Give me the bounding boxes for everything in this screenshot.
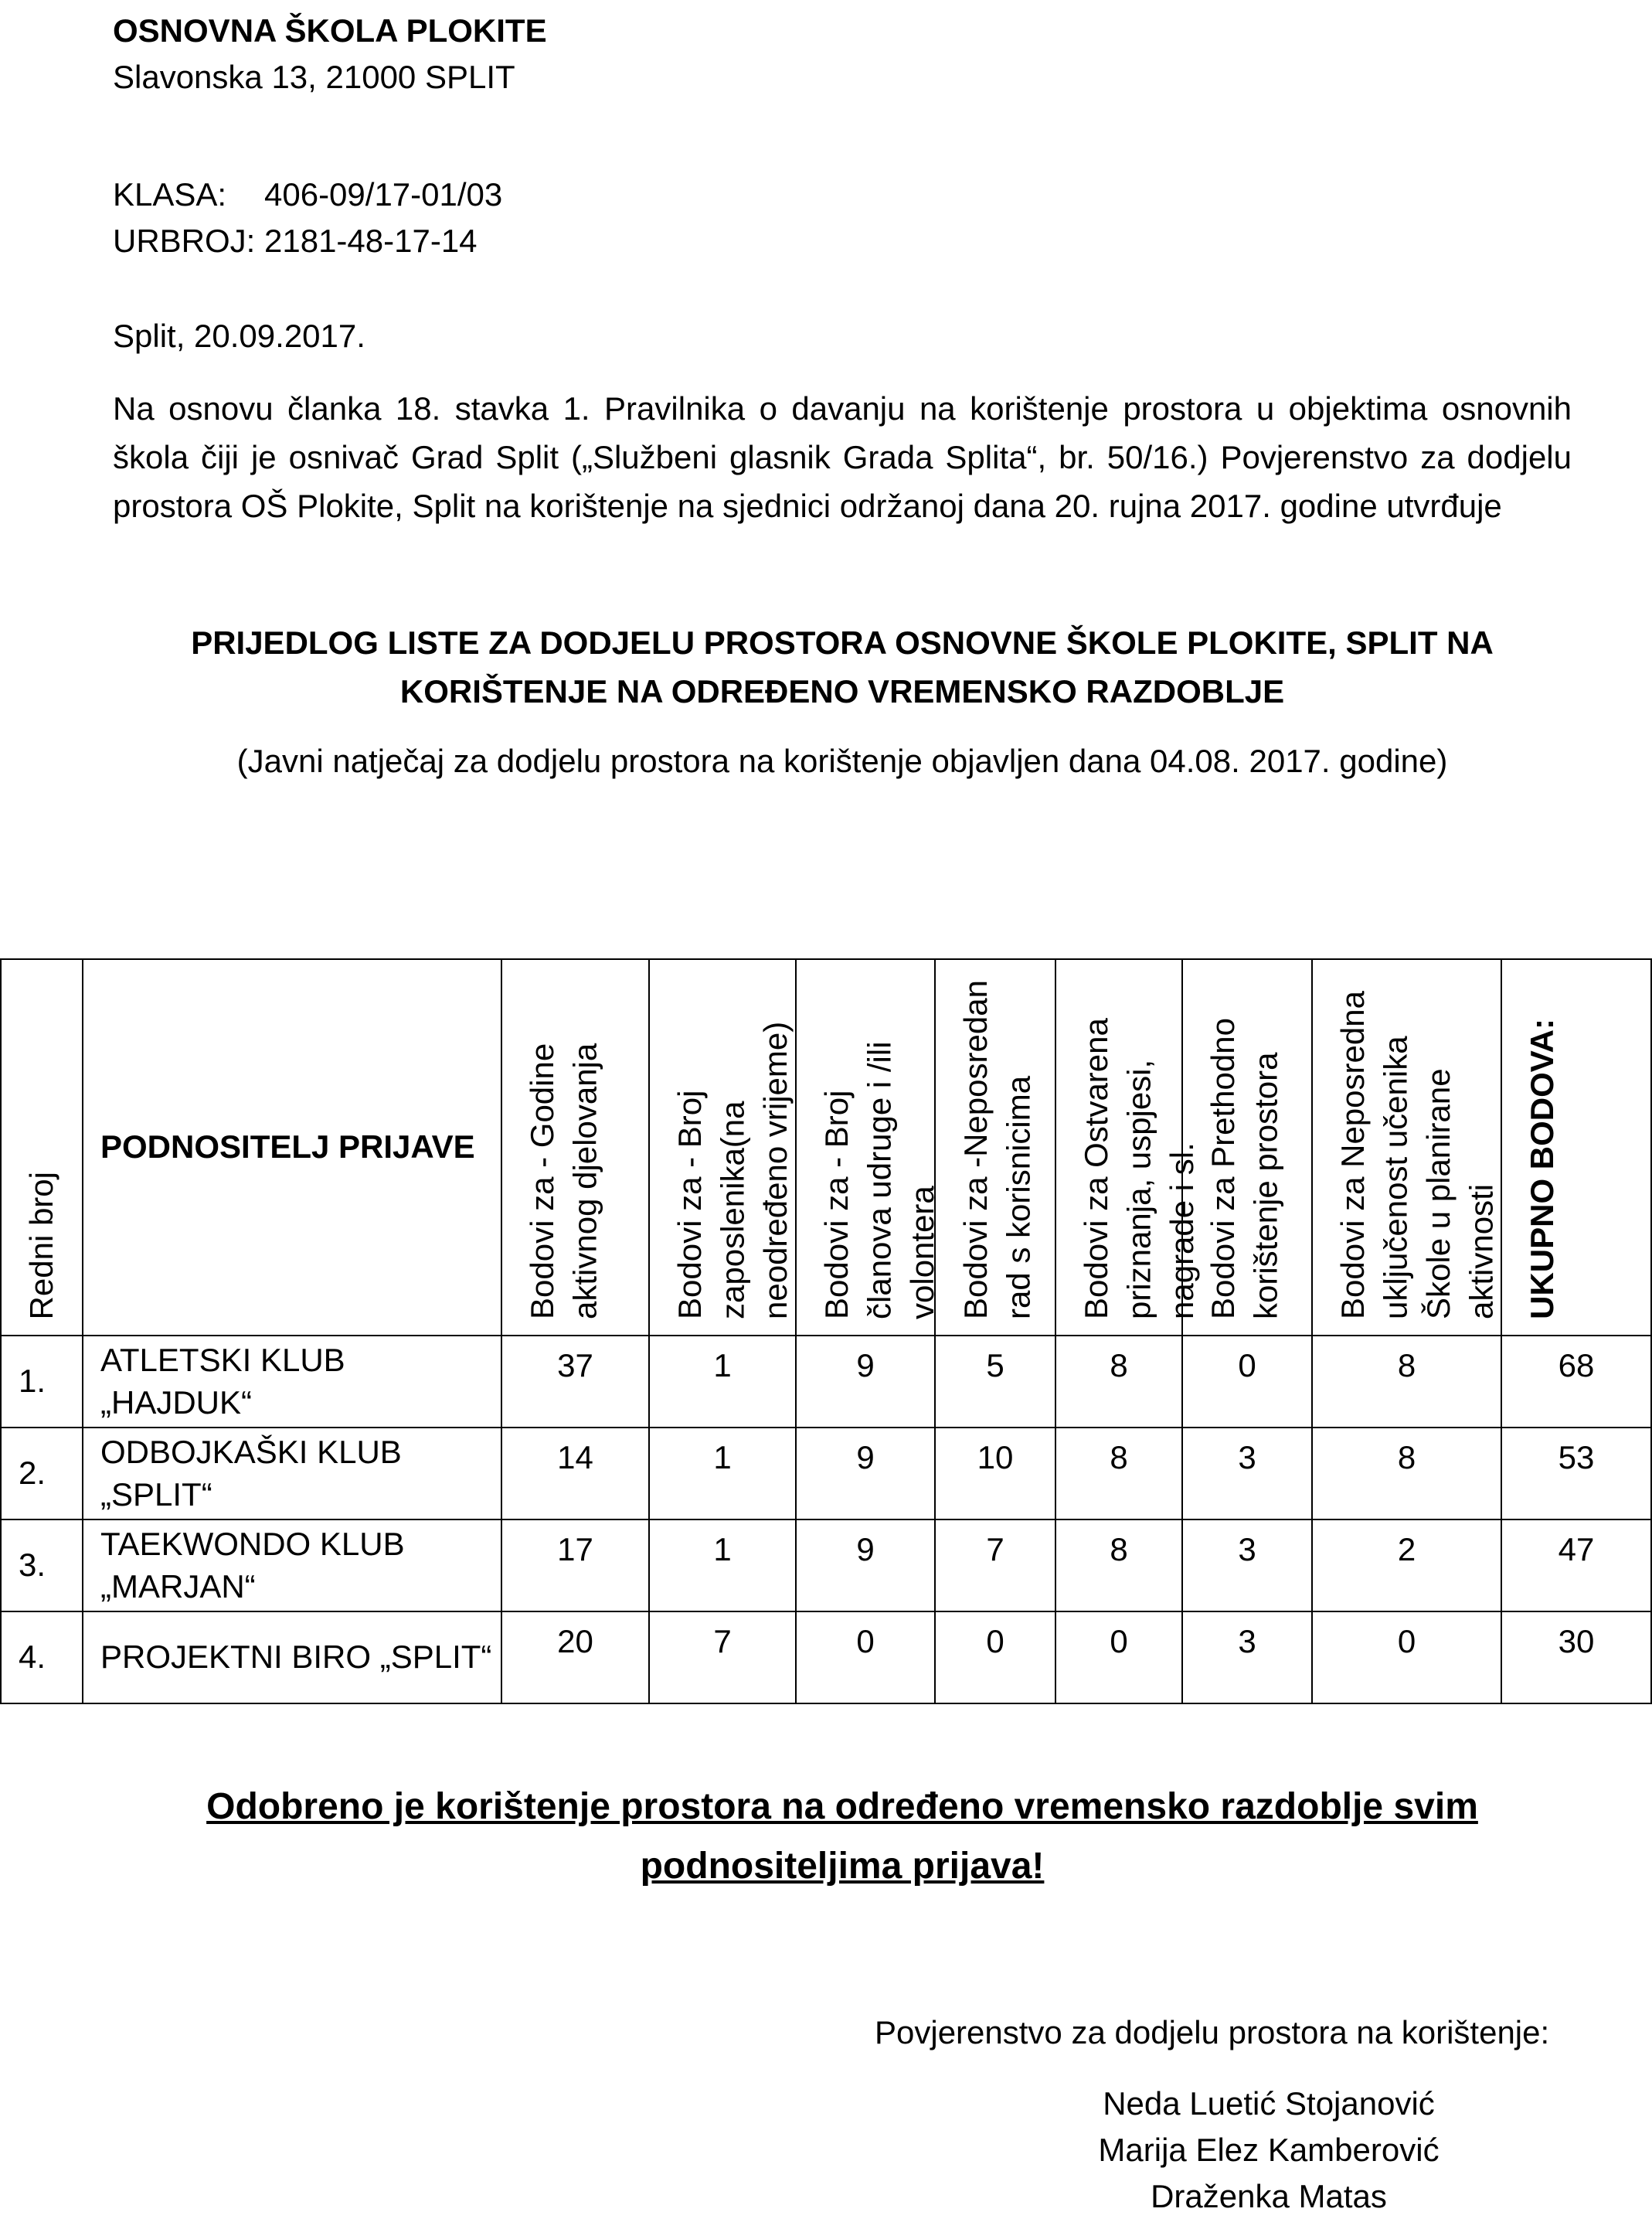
header-previous-use-label: Bodovi za Prethodno korištenje prostora [1205,1018,1284,1319]
header-direct-work-label: Bodovi za -Neposredan rad s korisnicima [957,980,1037,1319]
header-applicant-label: PODNOSITELJ PRIJAVE [83,959,501,1336]
score-employees: 1 [649,1519,796,1611]
score-student-inclusion: 0 [1312,1611,1501,1703]
score-direct-work: 5 [935,1336,1055,1428]
table-row [1,1519,1651,1611]
score-previous-use: 3 [1182,1611,1312,1703]
score-members: 9 [796,1428,935,1519]
score-years: 14 [501,1428,649,1519]
header-cell-student-inclusion [1312,959,1501,1336]
urbroj-row [113,218,478,265]
row-number: 1. [1,1336,83,1428]
urbroj-value: 2181-48-17-14 [264,223,478,259]
scoring-table [0,958,1652,1704]
header-members-label: Bodovi za - Broj članova udruge i /ili volontera [818,1041,940,1319]
score-employees: 1 [649,1428,796,1519]
applicant-name: ODBOJKAŠKI KLUB „SPLIT“ [83,1428,501,1519]
score-awards: 8 [1055,1519,1182,1611]
row-number: 3. [1,1519,83,1611]
score-total: 53 [1501,1428,1651,1519]
document-date: Split, 20.09.2017. [113,318,365,354]
committee-member: Draženka Matas [1151,2178,1387,2214]
header-no-label: Redni broj [23,1171,59,1319]
header-awards-label: Bodovi za Ostvarena priznanja, uspjesi, nagrade i sl. [1078,1018,1200,1319]
applicant-name: PROJEKTNI BIRO „SPLIT“ [83,1611,501,1703]
score-total: 47 [1501,1519,1651,1611]
score-members: 9 [796,1336,935,1428]
committee-title: Povjerenstvo za dodjelu prostora na korištenje: [875,2014,1550,2050]
score-student-inclusion: 2 [1312,1519,1501,1611]
klasa-row [113,172,502,219]
klasa-label: KLASA: [113,176,227,213]
school-address: Slavonska 13, 21000 SPLIT [113,59,515,95]
header-cell-employees [649,959,796,1336]
committee-member: Neda Luetić Stojanović [1103,2085,1435,2122]
score-direct-work: 7 [935,1519,1055,1611]
score-student-inclusion: 8 [1312,1336,1501,1428]
score-direct-work: 0 [935,1611,1055,1703]
header-student-inclusion-label: Bodovi za Neposredna uključenost učenika Škole u planirane aktivnosti [1334,991,1500,1319]
intro-paragraph: Na osnovu članka 18. stavka 1. Pravilnika o davanju na korištenje prostora u objektima osnovnih škola čiji je osnivač Grad Split („Službeni glasnik Grada Splita“, br. 50/16.) Povjerenstvo za dodjelu prostora OŠ Plokite, Split na korištenje na sjednici održanoj dana 20. rujna 2017. godine utvrđuje [113,390,1572,524]
score-total: 68 [1501,1336,1651,1428]
score-student-inclusion: 8 [1312,1428,1501,1519]
row-number: 2. [1,1428,83,1519]
approval-statement: Odobreno je korištenje prostora na određeno vremensko razdoblje svim podnositeljima prijava! [206,1786,1478,1887]
score-total: 30 [1501,1611,1651,1703]
row-number: 4. [1,1611,83,1703]
committee-member: Marija Elez Kamberović [1098,2132,1440,2168]
table-row [1,1336,1651,1428]
header-cell-no [1,959,83,1336]
document-subheading: (Javni natječaj za dodjelu prostora na korištenje objavljen dana 04.08. 2017. godine) [236,743,1448,779]
header-employees-label: Bodovi za - Broj zaposlenika(na neodređeno vrijeme) [671,1021,794,1319]
score-previous-use: 3 [1182,1519,1312,1611]
score-awards: 0 [1055,1611,1182,1703]
score-previous-use: 0 [1182,1336,1312,1428]
header-cell-awards [1055,959,1200,1336]
score-years: 17 [501,1519,649,1611]
header-cell-direct-work [935,959,1055,1336]
header-cell-total [1501,959,1651,1336]
score-members: 0 [796,1611,935,1703]
document-heading: PRIJEDLOG LISTE ZA DODJELU PROSTORA OSNOVNE ŠKOLE PLOKITE, SPLIT NA KORIŠTENJE NA ODREĐENO VREMENSKO RAZDOBLJE [191,624,1494,710]
score-years: 20 [501,1611,649,1703]
score-awards: 8 [1055,1428,1182,1519]
score-members: 9 [796,1519,935,1611]
table-row [1,1611,1651,1703]
urbroj-label: URBROJ: [113,223,256,259]
score-previous-use: 3 [1182,1428,1312,1519]
header-years-label: Bodovi za - Godine aktivnog djelovanja [524,1043,603,1319]
applicant-name: ATLETSKI KLUB „HAJDUK“ [83,1336,501,1428]
score-employees: 1 [649,1336,796,1428]
score-years: 37 [501,1336,649,1428]
school-name: OSNOVNA ŠKOLA PLOKITE [113,12,547,49]
header-cell-previous-use [1182,959,1312,1336]
header-cell-years [501,959,649,1336]
score-direct-work: 10 [935,1428,1055,1519]
table-header-row [1,959,1651,1336]
header-total-label: UKUPNO BODOVA: [1524,1019,1560,1319]
klasa-value: 406-09/17-01/03 [264,176,503,213]
applicant-name: TAEKWONDO KLUB „MARJAN“ [83,1519,501,1611]
score-awards: 8 [1055,1336,1182,1428]
table-row [1,1428,1651,1519]
header-cell-members [796,959,940,1336]
score-employees: 7 [649,1611,796,1703]
